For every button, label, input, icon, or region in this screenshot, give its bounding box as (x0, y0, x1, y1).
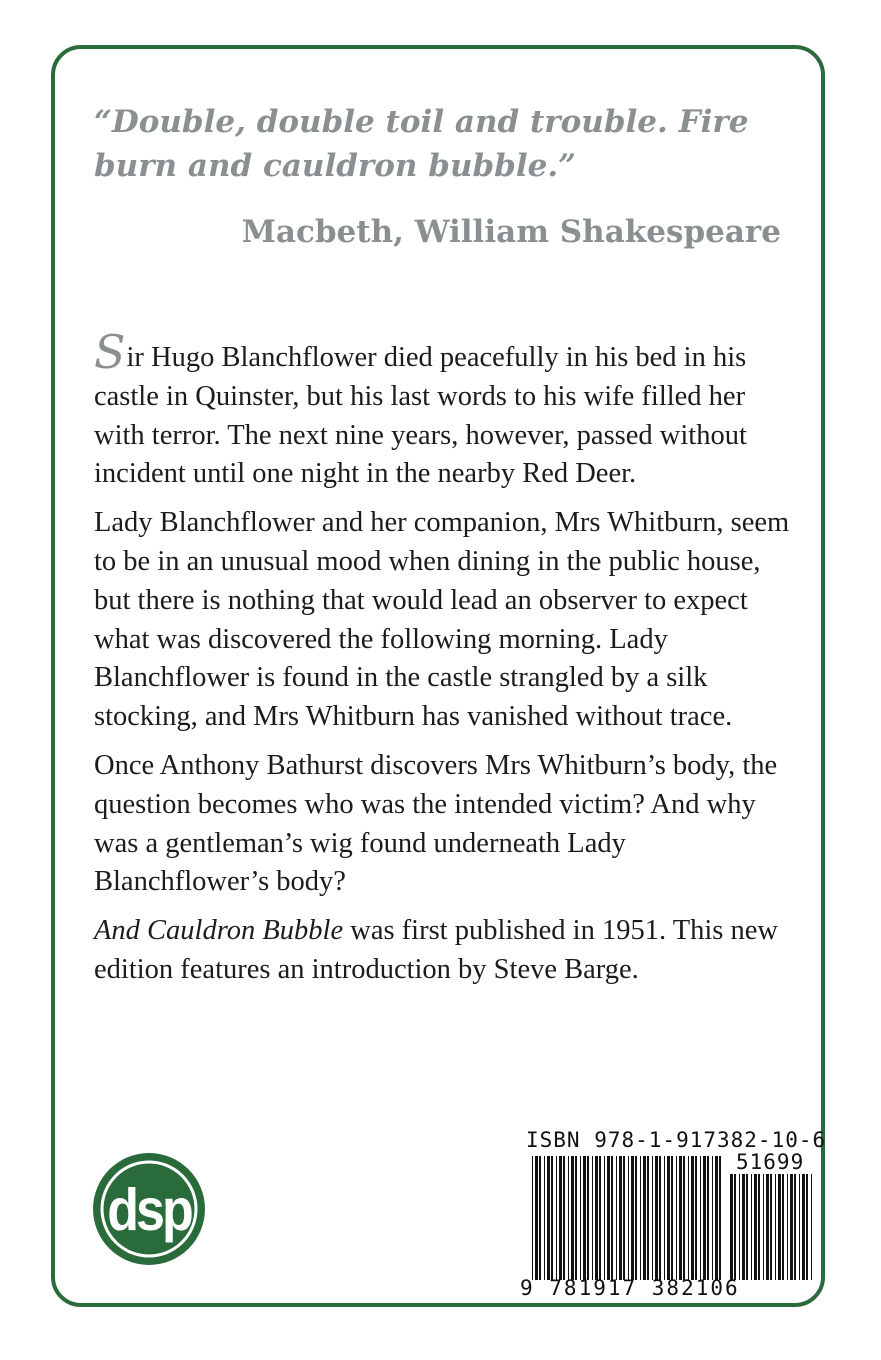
barcode-bar (547, 1156, 550, 1280)
barcode-bar (647, 1156, 649, 1280)
blurb-paragraph-1 (94, 325, 794, 494)
barcode-bar (611, 1156, 613, 1280)
publisher-logo-text: dsp (107, 1175, 191, 1243)
barcode-bar (802, 1174, 805, 1280)
barcode-bar (571, 1156, 574, 1280)
barcode-bar (751, 1174, 752, 1280)
drop-cap: S (94, 325, 126, 379)
barcode-bar (599, 1156, 601, 1280)
barcode-bar (679, 1156, 682, 1280)
barcode-bar (758, 1174, 760, 1280)
barcode-bar (671, 1156, 673, 1280)
barcode-bar (532, 1156, 533, 1280)
barcode-bar (715, 1156, 718, 1280)
barcode-bar (763, 1174, 764, 1280)
barcode-bar (794, 1174, 796, 1280)
barcode-bar (587, 1156, 589, 1280)
barcode-main-bars (532, 1156, 722, 1280)
barcode-bar (787, 1174, 788, 1280)
barcode-bar (556, 1156, 557, 1280)
blurb-paragraph-3: Once Anthony Bathurst discovers Mrs Whitburn’s body, the question becomes who was the intended victim? And why was a gentleman’s wig found underneath Lady Blanchflower’s body? (94, 749, 778, 898)
barcode-bar (592, 1156, 593, 1280)
barcode-bar (575, 1156, 577, 1280)
barcode-bar (616, 1156, 617, 1280)
barcode-bar (623, 1156, 625, 1280)
blurb-paragraph-4 (94, 912, 794, 990)
barcode-bar (782, 1174, 784, 1280)
barcode-bar (683, 1156, 685, 1280)
barcode-bar (595, 1156, 598, 1280)
book-title: And Cauldron Bubble (94, 915, 344, 947)
barcode-bar (730, 1174, 733, 1280)
barcode-bar (655, 1156, 658, 1280)
barcode-bar (799, 1174, 800, 1280)
barcode-bar (695, 1156, 697, 1280)
barcode-bar (734, 1174, 736, 1280)
barcode-bar (667, 1156, 670, 1280)
barcode-bar (551, 1156, 553, 1280)
ean-digits: 9 781917 382106 (520, 1276, 740, 1300)
barcode (520, 1128, 827, 1303)
barcode-bar (539, 1156, 541, 1280)
blurb-paragraph-1-text: ir Hugo Blanchflower died peacefully in his bed in his castle in Quinster, but his last words to his wife filled her with terror. The next nine years, however, passed without incident until one night in the nearby Red Deer. (94, 342, 747, 490)
barcode-bar (544, 1156, 545, 1280)
barcode-addon-bars (730, 1174, 816, 1280)
barcode-bar (628, 1156, 629, 1280)
barcode-bar (580, 1156, 581, 1280)
barcode-bar (659, 1156, 661, 1280)
barcode-bar (775, 1174, 776, 1280)
barcode-bar (719, 1156, 721, 1280)
isbn-label: ISBN 978-1-917382-10-6 (526, 1128, 827, 1152)
barcode-bar (703, 1156, 706, 1280)
barcode-bar (778, 1174, 781, 1280)
barcode-bar (607, 1156, 610, 1280)
barcode-bar (619, 1156, 622, 1280)
blurb (94, 325, 794, 1000)
barcode-bar (652, 1156, 653, 1280)
barcode-bar (707, 1156, 709, 1280)
barcode-bar (811, 1174, 812, 1280)
barcode-bar (583, 1156, 586, 1280)
barcode-bar (563, 1156, 565, 1280)
barcode-bar (770, 1174, 772, 1280)
blurb-paragraph-4-text: was first published in 1951. This new edition features an introduction by Steve Barge. (94, 915, 778, 985)
barcode-bar (568, 1156, 569, 1280)
barcode-bar (535, 1156, 538, 1280)
barcode-bar (742, 1174, 745, 1280)
barcode-bar (790, 1174, 793, 1280)
barcode-bar (643, 1156, 646, 1280)
price-code: 51699 (736, 1150, 805, 1174)
barcode-bar (640, 1156, 641, 1280)
barcode-bar (806, 1174, 808, 1280)
blurb-paragraph-2: Lady Blanchflower and her companion, Mrs Whitburn, seem to be in an unusual mood when dining in the public house, but there is nothing that would lead an observer to expect what was discovered the following morning. Lady Blanchflower is found in the castle strangled by a silk stocking, and Mrs Whitburn has vanished without trace. (94, 507, 790, 733)
barcode-bar (739, 1174, 740, 1280)
publisher-logo (93, 1153, 205, 1265)
barcode-bar (631, 1156, 634, 1280)
epigraph-quote: “Double, double toil and trouble. Fire burn and cauldron bubble.” (94, 104, 749, 184)
barcode-bar (604, 1156, 605, 1280)
barcode-bar (700, 1156, 701, 1280)
barcode-bar (746, 1174, 748, 1280)
barcode-bar (712, 1156, 713, 1280)
barcode-bar (766, 1174, 769, 1280)
epigraph-attribution: Macbeth, William Shakespeare (241, 214, 781, 250)
barcode-bar (688, 1156, 689, 1280)
barcode-bar (676, 1156, 677, 1280)
barcode-bar (559, 1156, 562, 1280)
barcode-bar (691, 1156, 694, 1280)
barcode-bar (664, 1156, 665, 1280)
barcode-bar (754, 1174, 757, 1280)
barcode-bar (635, 1156, 637, 1280)
